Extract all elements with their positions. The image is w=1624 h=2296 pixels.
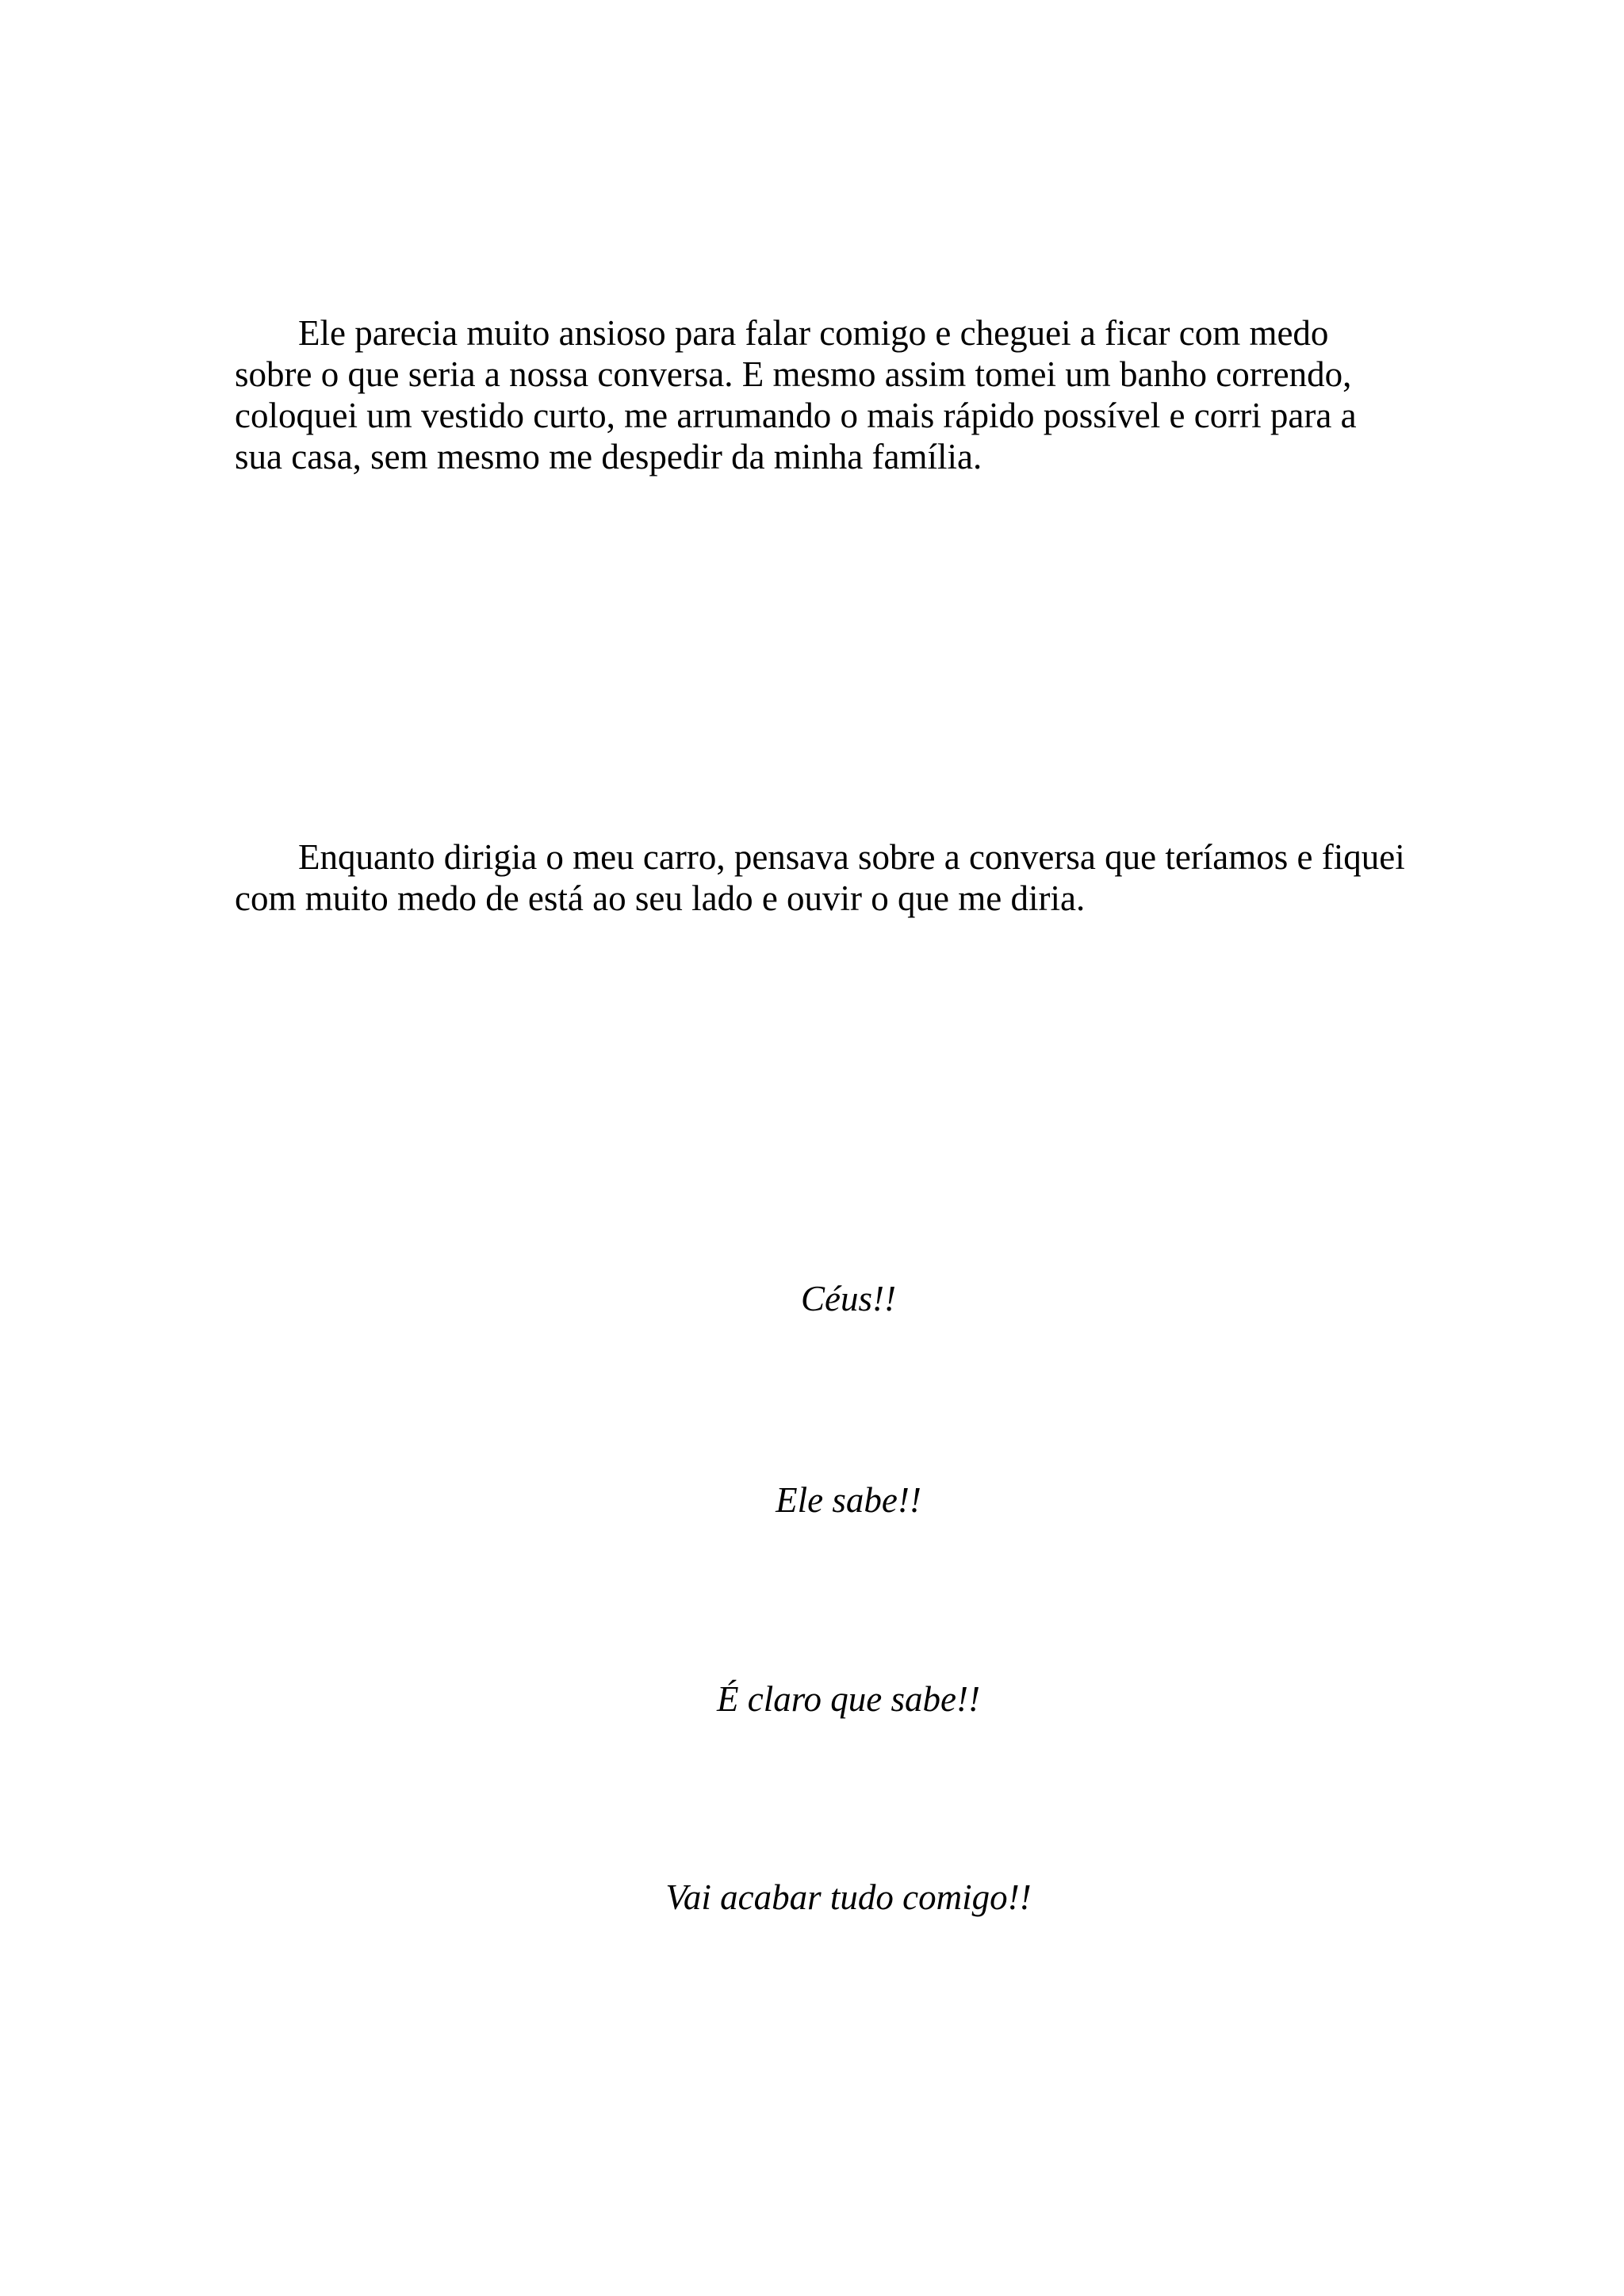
italic-thought-ceus: Céus!! <box>801 1279 896 1318</box>
paragraph-anxious-call: Ele parecia muito ansioso para falar comigo e cheguei a ficar com medo sobre o que seria a nossa conversa. E mesmo assim tomei um banho correndo, coloquei um vestido curto, me arrumando o mais rápido possível e corri para a sua casa, sem mesmo me despedir da minha família. <box>235 313 1357 476</box>
italic-thought-vai-acabar: Vai acabar tudo comigo!! <box>665 1877 1032 1917</box>
paragraph-driving: Enquanto dirigia o meu carro, pensava sobre a conversa que teríamos e fiquei com muito medo de está ao seu lado e ouvir o que me diria. <box>235 837 1405 918</box>
italic-thought-e-claro: É claro que sabe!! <box>717 1679 980 1719</box>
italic-thought-ele-sabe: Ele sabe!! <box>776 1480 921 1520</box>
